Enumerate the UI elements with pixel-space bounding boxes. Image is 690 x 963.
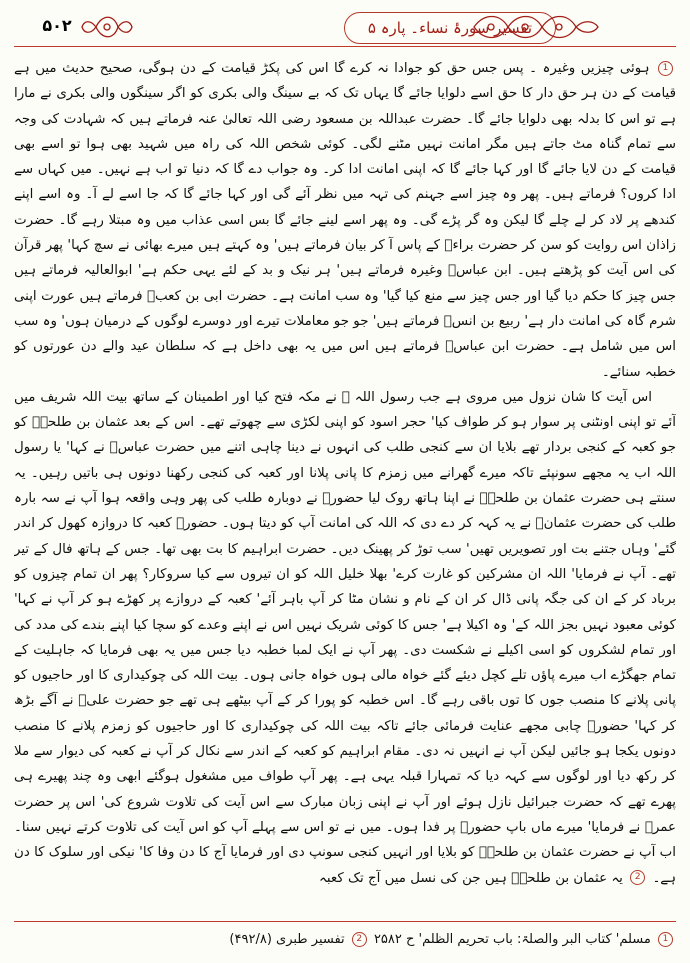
footnote-text: تفسیر طبری (۴۹۲/۸)	[229, 932, 345, 947]
header-divider	[14, 46, 676, 47]
footnote-marker: 1	[658, 61, 673, 76]
paragraph-text: یہ عثمان بن طلحہؓ ہیں جن کی نسل میں آج تک کعبہ	[319, 870, 623, 886]
paragraph-text: ہوئی چیزیں وغیرہ ۔ پس جس حق کو جوادا نہ کرے گا اس کی پکڑ قیامت کے دن ہوگی، صحیح حدیث میں ہے قیامت کے دن ہر حق دار کا حق اسے دلوایا جائے گا یہاں تک کہ بے سینگ والی بکری کو اگر سینگوں والی بکری نے مارا ہے تو اس کا بدلہ بھی دلوایا جائے گا۔ حضرت عبداللہ بن مسعود رضی اللہ تعالیٰ عنہ فرماتے ہیں کہ شہادت کی وجہ سے تمام گناہ مٹ جاتے ہیں مگر امانت نہیں مٹنے لگی۔ کوئی شخص اللہ کی راہ میں شہید بھی ہوا تو اسے بھی قیامت کے دن لایا جائے گا اور کہا جائے گا کہ اپنی امانت ادا کر۔ وہ جواب دے گا کہ دنیا تو اب ہے نہیں۔ میں کہاں سے ادا کروں؟ فرماتے ہیں۔ پھر وہ چیز اسے جہنم کی تہہ میں نظر آئے گی اور کہا جائے گا کہ جا اسے لے آ۔ وہ اسے اپنے کندھے پر لاد کر لے چلے گا لیکن وہ گر پڑے گی۔ وہ پھر اسے لینے جائے گا بس اسی عذاب میں وہ مبتلا رہے گا۔ حضرت زاذان اس روایت کو سن کر حضرت براءؓ کے پاس آ کر بیان فرماتے ہیں' وہ کہتے ہیں میرے بھائی نے سچ کہا' پھر قرآن کی اس آیت کو پڑھتے ہیں۔ ابن عباسؓ وغیرہ فرماتے ہیں' ہر نیک و بد کے لئے یہی حکم ہے' ابوالعالیہ فرماتے ہیں جس چیز کا حکم دیا گیا اور جس چیز سے منع کیا گیا' وہ سب امانت ہے۔ حضرت ابی بن کعبؓ فرماتے ہیں عورت اپنی شرم گاہ کی امانت دار ہے' ربیع بن انسؓ فرماتے ہیں' جو جو معاملات تیرے اور دوسرے لوگوں کے درمیان ہوں' وہ سب اس میں شامل ہے۔ حضرت ابن عباسؓ فرماتے ہیں اس میں یہ بھی داخل ہے کہ سلطان عید والے دن عورتوں کو خطبہ سنائے۔	[14, 61, 676, 380]
paragraph	[14, 56, 676, 385]
footnote-divider	[14, 921, 676, 922]
footnotes	[14, 928, 676, 952]
right-ornament-icon	[464, 10, 604, 44]
page-number: ۵۰۲	[42, 16, 72, 35]
footnote-number: 2	[352, 932, 367, 947]
paragraph-text: اس آیت کا شان نزول میں مروی ہے جب رسول اللہ ﷺ نے مکہ فتح کیا اور اطمینان کے ساتھ بیت اللہ شریف میں آئے تو اپنی اونٹنی پر سوار ہو کر طواف کیا' حجر اسود کو اپنی لکڑی سے چھوتے تھے۔ اس کے بعد عثمان بن طلحہؓ کو جو کعبہ کے کنجی بردار تھے بلایا ان سے کنجی طلب کی انہوں نے دینا چاہی اتنے میں حضرت عباسؓ نے کہا' یا رسول اللہ اب یہ مجھے سونپئے تاکہ میرے گھرانے میں زمزم کا پانی پلانا اور کعبہ کی کنجی رکھنا دونوں ہی باتیں رہیں۔ یہ سنتے ہی حضرت عثمان بن طلحہؓ نے اپنا ہاتھ روک لیا حضورؐ نے دوبارہ طلب کی پھر وہی واقعہ ہوا آپ نے سہ بارہ طلب کی حضرت عثمانؓ نے یہ کہہ کر دے دی کہ اللہ کی امانت آپ کو دیتا ہوں۔ حضورؐ کعبہ کا دروازہ کھول کر اندر گئے' وہاں جتنے بت اور تصویریں تھیں' سب توڑ کر پھینک دیں۔ حضرت ابراہیم کا بت بھی تھا۔ جس کے ہاتھ فال کے تیر تھے۔ آپ نے فرمایا' اللہ ان مشرکین کو غارت کرے' بھلا خلیل اللہ کو ان تیروں سے کیا سروکار؟ پھر ان تمام چیزوں کو برباد کر کے ان کی جگہ پانی ڈال کر ان کے نام و نشان مٹا کر آپ باہر آئے' کعبہ کے دروازے پر کھڑے ہو کر آپ نے کہا' کوئی معبود نہیں بجز اللہ کے' وہ اکیلا ہے' جس کا کوئی شریک نہیں اس نے اپنے وعدے کو سچا کیا اپنے بندے کی مدد کی اور تمام لشکروں کو اسی اکیلے نے شکست دی۔ پھر آپ نے ایک لمبا خطبہ دیا جس میں یہ بھی فرمایا کہ جاہلیت کے تمام جھگڑے اب میرے پاؤں تلے کچل دیئے گئے خواہ مالی ہوں خواہ جانی ہوں۔ بیت اللہ کی چوکیداری کا اور حاجیوں کو پانی پلانے کا منصب جوں کا توں باقی رہے گا۔ اس خطبہ کو پورا کر کے آپ بیٹھے ہی تھے جو حضرت علیؓ نے آگے بڑھ کر کہا' حضورؐ چابی مجھے عنایت فرمائی جائے تاکہ بیت اللہ کی چوکیداری کا اور حاجیوں کو زمزم پلانے کا منصب دونوں یکجا ہو جائیں لیکن آپ نے انہیں نہ دی۔ مقام ابراہیم کو کعبہ کے اندر سے نکال کر آپ نے کعبہ کی دیوار سے ملا کر رکھ دیا اور لوگوں سے کہہ دیا کہ تمہارا قبلہ یہی ہے۔ پھر آپ طواف میں مشغول ہوگئے ابھی وہ چند پھیرے ہی پھرے تھے کہ حضرت جبرائیل نازل ہوئے اور آپ نے اپنی زبان مبارک سے اس آیت کی تلاوت شروع کی' اس پر حضرت عمرؓ نے فرمایا' میرے ماں باپ حضورؐ پر فدا ہوں۔ میں نے تو اس سے پہلے آپ کو اس آیت کی تلاوت کرتے نہیں سنا۔ اب آپ نے حضرت عثمان بن طلحہؓ کو بلایا اور انہیں کنجی سونپ دی اور فرمایا آج کا دن وفا کا' نیکی اور سلوک کا دن ہے۔	[14, 389, 676, 886]
footnote-text: مسلم' کتاب البر والصلۃ: باب تحریم الظلم' ح ۲۵۸۲	[373, 932, 651, 947]
footnote-number: 1	[658, 932, 673, 947]
main-text	[14, 56, 676, 916]
page-header	[14, 8, 676, 46]
paragraph	[14, 385, 676, 891]
running-title-text: تفسیر سورۂ نساء۔ پارہ ۵	[367, 19, 533, 37]
left-ornament-icon	[14, 10, 134, 44]
footnote-marker: 2	[630, 870, 645, 885]
